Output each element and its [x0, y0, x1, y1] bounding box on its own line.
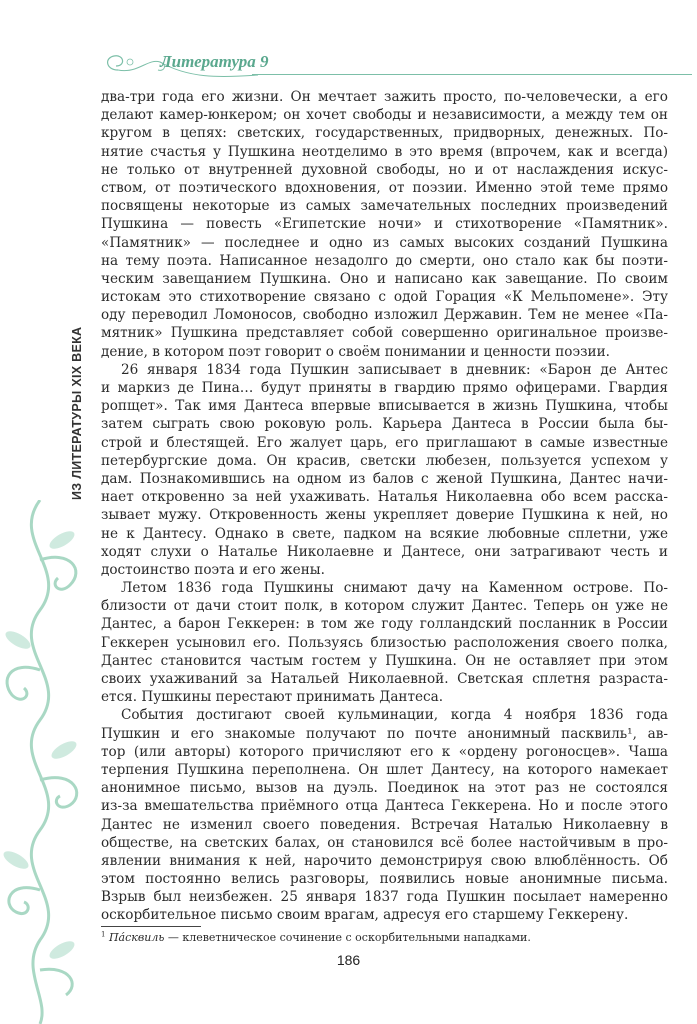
text-line: из-за вмешательства приёмного отца Дантеса Геккерена. Но и после этого — [101, 798, 668, 815]
footnote-rule — [101, 926, 201, 927]
text-line: истокам это стихотворение связано с одой Горация «К Мельпомене». Эту — [101, 289, 668, 306]
text-line: терпения Пушкина переполнена. Он шлет Дантесу, на которого намекает — [101, 761, 668, 778]
text-line: затем сыграть свою роковую роль. Карьера Дантеса в России была бы- — [101, 416, 668, 433]
text-line: своих ухаживаний за Натальей Николаевной. Светская сплетня разраста- — [101, 671, 668, 687]
text-line: мятник» Пушкина представляет собой совершенно оригинальное произве- — [101, 325, 668, 342]
paragraph — [101, 361, 668, 579]
footnote-text: — клеветническое сочинение с оскорбительными нападками. — [164, 931, 531, 944]
text-line: достоинство поэта и его жены. — [101, 561, 325, 578]
text-line: ется. Пушкины перестают принимать Дантеса. — [101, 689, 444, 706]
text-line: Летом 1836 года Пушкины снимают дачу на Каменном острове. По- — [121, 580, 668, 597]
body-text — [101, 88, 668, 925]
text-line: События достигают своей кульминации, когда 4 ноября 1836 года — [121, 707, 668, 724]
text-line: ческим завещанием Пушкина. Оно и написано как завещание. По своим — [101, 270, 668, 287]
text-line: петербургские дома. Он красив, светски любезен, пользуется успехом у — [101, 452, 668, 469]
text-line: Дантес не изменил своего поведения. Встречая Наталью Николаевну в — [101, 816, 668, 833]
text-line: и маркиз де Пина… будут приняты в гвардию прямо офицерами. Гвардия — [101, 380, 668, 396]
text-line: оду переводил Ломоносов, свободно изложил Державин. Тем не менее «Па- — [101, 307, 668, 324]
text-line: на тему поэта. Написанное незадолго до смерти, оно стало как бы поэти- — [101, 252, 668, 269]
text-line: явлении внимания к ней, нарочито демонстрируя свою влюблённость. Об — [101, 852, 668, 869]
text-line: Пушкин и его знакомые получают по почте анонимный пасквиль¹, ав- — [101, 725, 668, 742]
text-line: строй и блестящей. Его жалует царь, его приглашают в самые известные — [101, 434, 668, 451]
text-line: ством, от поэтического вдохновения, от поэзии. Именно этой теме прямо — [101, 179, 668, 196]
footnote-term: Па́сквиль — [108, 931, 165, 944]
text-line: Пушкина — повесть «Египетские ночи» и стихотворение «Памятник». — [101, 216, 668, 233]
text-line: ропщет». Так имя Дантеса впервые вписывается в жизнь Пушкина, чтобы — [101, 398, 668, 415]
footnote — [101, 931, 531, 944]
text-line: анонимное письмо, вызов на дуэль. Поединок на этот раз не состоялся — [101, 780, 668, 797]
text-line: не только от внутренней духовной свободы, но и от наслаждения искус- — [101, 161, 668, 178]
text-line: Взрыв был неизбежен. 25 января 1837 года Пушкин посылает намеренно — [101, 889, 668, 906]
floral-decoration — [0, 500, 95, 1024]
text-line: обществе, на светских балах, он становился всё более настойчивым в про- — [101, 834, 668, 851]
text-line: близости от дачи стоит полк, в котором служит Дантес. Теперь он уже не — [101, 598, 668, 615]
text-line: тор (или авторы) которого причисляют его к «ордену рогоносцев». Чаша — [101, 743, 668, 760]
text-line: ходят слухи о Наталье Николаевне и Дантесе, они затрагивают честь и — [101, 543, 668, 560]
text-line: посвящены некоторые из самых замечательных последних произведений — [101, 198, 668, 215]
text-line: нает откровенно за ней ухаживать. Наталья Николаевна обо всем расска- — [101, 489, 668, 506]
text-line: зывает мужу. Откровенность жены укрепляет доверие Пушкина к ней, но — [101, 507, 668, 524]
footnote-marker: 1 — [101, 930, 106, 939]
text-line: 26 января 1834 года Пушкин записывает в дневник: «Барон де Антес — [121, 361, 668, 378]
text-line: Дантес становится частым гостем у Пушкина. Он не оставляет при этом — [101, 652, 668, 669]
text-line: оскорбительное письмо своим врагам, адресуя его старшему Геккерену. — [101, 907, 629, 924]
text-line: Дантес, а барон Геккерен: в том же году голландский посланник в России — [101, 616, 668, 633]
section-side-label: ИЗ ЛИТЕРАТУРЫ XIX ВЕКА — [70, 326, 84, 500]
header-title: Литература 9 — [160, 52, 269, 71]
text-line: два-три года его жизни. Он мечтает зажить просто, по-человечески, а его — [101, 89, 668, 105]
text-line: кругом в цепях: светских, государственных, придворных, денежных. По- — [101, 125, 668, 142]
text-line: делают камер-юнкером; он хочет свободы и независимости, а между тем он — [101, 107, 668, 124]
text-line: нятие счастья у Пушкина неотделимо в это время (впрочем, как и всегда) — [101, 143, 668, 160]
page-number: 186 — [336, 952, 361, 968]
header-rule — [252, 74, 692, 75]
text-line: дам. Познакомившись на одном из балов с женой Пушкина, Дантес начи- — [101, 470, 668, 487]
paragraph — [101, 579, 668, 706]
text-line: этом постоянно велись разговоры, появились новые анонимные письма. — [101, 871, 668, 888]
text-line: не к Дантесу. Однако в свете, падком на всякие любовные сплетни, уже — [101, 525, 668, 542]
text-line: «Памятник» — последнее и одно из самых высоких созданий Пушкина — [101, 234, 668, 251]
text-line: дение, в котором поэт говорит о своём понимании и ценности поэзии. — [101, 343, 610, 360]
paragraph — [101, 88, 668, 361]
text-line: Геккерен усыновил его. Пользуясь близостью расположения своего полка, — [101, 634, 668, 651]
paragraph — [101, 706, 668, 924]
